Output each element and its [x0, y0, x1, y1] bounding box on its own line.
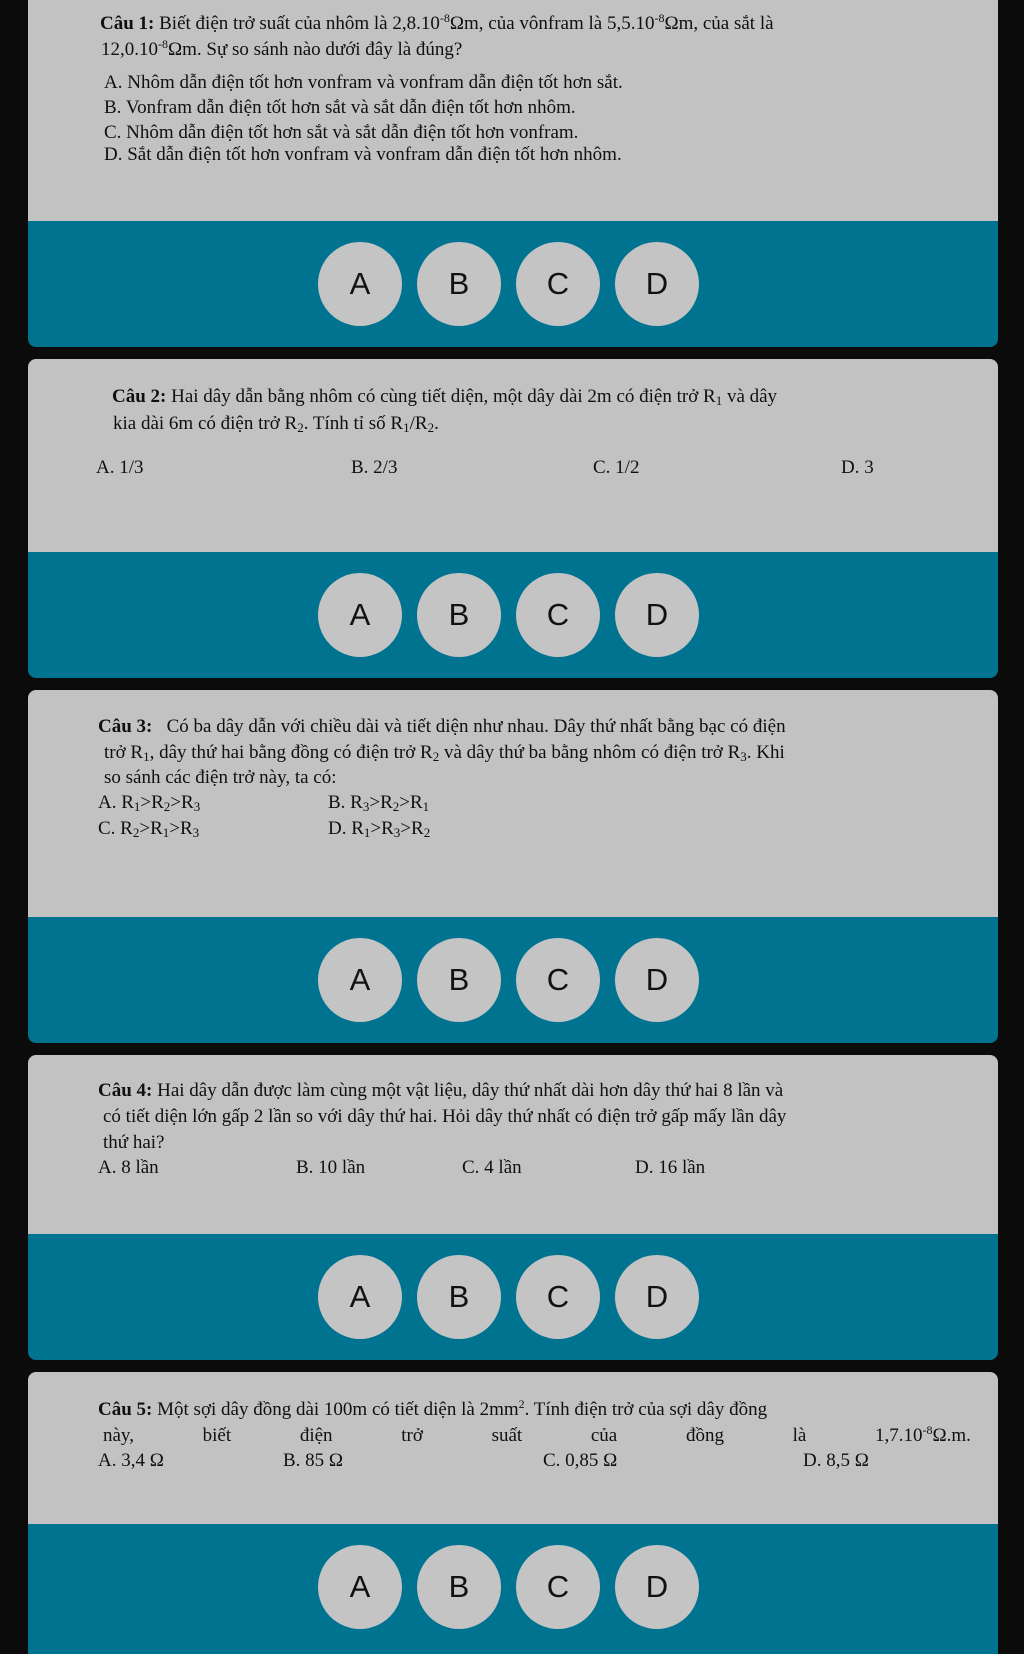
- question-5-answer-bar: [28, 1524, 998, 1654]
- question-3-option-d: D. $R_1>R_3>R_2$: [328, 818, 431, 840]
- question-number: Câu 2:: [112, 386, 167, 407]
- question-5-options: [70, 1448, 978, 1474]
- question-2-option-d: D. 3: [841, 457, 874, 478]
- choice-c-button[interactable]: C: [516, 938, 600, 1022]
- question-2-card: [28, 359, 998, 552]
- question-3-option-a: A. $R_1>R_2>R_3$: [98, 792, 201, 814]
- answer-choices: [318, 1255, 718, 1339]
- choice-b-button[interactable]: B: [417, 242, 501, 326]
- choice-a-button[interactable]: A: [318, 1545, 402, 1629]
- choice-b-button[interactable]: B: [417, 938, 501, 1022]
- quiz-column: [28, 0, 998, 1654]
- choice-d-button[interactable]: D: [615, 938, 699, 1022]
- question-3-option-b: B. $R_3>R_2>R_1$: [328, 792, 430, 814]
- answer-choices: [318, 573, 718, 657]
- question-5-line-2: này, biết điện trở suất của đồng là $1,7.10^{-8}\Omega.m$.: [103, 1423, 971, 1446]
- question-1-answer-bar: [28, 221, 998, 347]
- answer-choices: [318, 938, 718, 1022]
- question-2-options: [70, 455, 978, 481]
- question-5-option-d: D. 8,5 Ω: [803, 1450, 869, 1471]
- question-1-line-2: $12,0.10^{-8}\Omega m$. Sự so sánh nào dưới đây là đúng?: [101, 37, 463, 60]
- question-4-line-2: có tiết diện lớn gấp 2 lần so với dây thứ hai. Hỏi dây thứ nhất có điện trở gấp mấy lần dây: [103, 1106, 787, 1127]
- question-2-answer-bar: [28, 552, 998, 678]
- question-2-option-c: C. 1/2: [593, 457, 640, 478]
- choice-c-button[interactable]: C: [516, 573, 600, 657]
- answer-choices: [318, 242, 718, 326]
- question-5-option-b: B. 85 Ω: [283, 1450, 344, 1471]
- question-4-option-d: D. 16 lần: [635, 1157, 706, 1178]
- question-1-option-b: B. Vonfram dẫn điện tốt hơn sắt và sắt dẫn điện tốt hơn nhôm.: [104, 97, 576, 118]
- question-4-answer-bar: [28, 1234, 998, 1360]
- answer-choices: [318, 1545, 718, 1629]
- question-number: Câu 3:: [98, 716, 153, 737]
- question-number: Câu 4:: [98, 1080, 153, 1101]
- choice-d-button[interactable]: D: [615, 573, 699, 657]
- question-1-card: [28, 0, 998, 221]
- choice-a-button[interactable]: A: [318, 1255, 402, 1339]
- question-number: Câu 1:: [100, 13, 155, 34]
- question-3-card: [28, 690, 998, 917]
- choice-b-button[interactable]: B: [417, 573, 501, 657]
- choice-d-button[interactable]: D: [615, 1255, 699, 1339]
- question-4-line-3: thứ hai?: [103, 1132, 165, 1153]
- question-3-line-1: Câu 3: Có ba dây dẫn với chiều dài và tiết diện như nhau. Dây thứ nhất bằng bạc có điện: [98, 716, 786, 737]
- question-5-option-a: A. 3,4 Ω: [98, 1450, 164, 1471]
- choice-a-button[interactable]: A: [318, 938, 402, 1022]
- choice-c-button[interactable]: C: [516, 1255, 600, 1339]
- choice-c-button[interactable]: C: [516, 1545, 600, 1629]
- question-3-options-row-2: [70, 816, 978, 842]
- choice-b-button[interactable]: B: [417, 1545, 501, 1629]
- choice-d-button[interactable]: D: [615, 1545, 699, 1629]
- question-5-line-1: Câu 5: Một sợi dây đồng dài 100m có tiết diện là $2mm^2$. Tính điện trở của sợi dây đồng: [98, 1397, 768, 1420]
- choice-d-button[interactable]: D: [615, 242, 699, 326]
- question-4-line-1: Câu 4: Hai dây dẫn được làm cùng một vật liệu, dây thứ nhất dài hơn dây thứ hai 8 lần và: [98, 1080, 784, 1101]
- question-4-option-a: A. 8 lần: [98, 1157, 159, 1178]
- question-4-options: [70, 1155, 978, 1181]
- choice-c-button[interactable]: C: [516, 242, 600, 326]
- question-1-option-c: C. Nhôm dẫn điện tốt hơn sắt và sắt dẫn điện tốt hơn vonfram.: [104, 122, 579, 143]
- question-5-card: [28, 1372, 998, 1524]
- question-3-option-c: C. $R_2>R_1>R_3$: [98, 818, 200, 840]
- choice-a-button[interactable]: A: [318, 242, 402, 326]
- question-2-line-2: kia dài 6m có điện trở $R_2$. Tính tỉ số $R_1/R_2$.: [113, 413, 439, 435]
- question-1-option-d: D. Sắt dẫn điện tốt hơn vonfram và vonfram dẫn điện tốt hơn nhôm.: [104, 144, 622, 165]
- question-2-option-a: A. 1/3: [96, 457, 144, 478]
- question-1-line-1: Câu 1: Biết điện trở suất của nhôm là $2,8.10^{-8}\Omega m$, của vônfram là $5,5.10^{-8}\Omega m$, của sắt là: [100, 11, 774, 34]
- question-3-options-row-1: [70, 790, 978, 816]
- question-1-option-a: A. Nhôm dẫn điện tốt hơn vonfram và vonfram dẫn điện tốt hơn sắt.: [104, 72, 623, 93]
- question-3-line-2: trở $R_1$, dây thứ hai bằng đồng có điện trở $R_2$ và dây thứ ba bằng nhôm có điện trở $R_3$. Khi: [104, 742, 785, 764]
- question-3-line-3: so sánh các điện trở này, ta có:: [104, 767, 337, 788]
- choice-b-button[interactable]: B: [417, 1255, 501, 1339]
- question-2-line-1: Câu 2: Hai dây dẫn bằng nhôm có cùng tiết diện, một dây dài 2m có điện trở $R_1$ và dây: [112, 386, 778, 408]
- question-number: Câu 5:: [98, 1399, 153, 1420]
- question-2-option-b: B. 2/3: [351, 457, 398, 478]
- question-4-card: [28, 1055, 998, 1234]
- question-3-answer-bar: [28, 917, 998, 1043]
- choice-a-button[interactable]: A: [318, 573, 402, 657]
- question-5-option-c: C. 0,85 Ω: [543, 1450, 618, 1471]
- question-4-option-c: C. 4 lần: [462, 1157, 522, 1178]
- question-4-option-b: B. 10 lần: [296, 1157, 366, 1178]
